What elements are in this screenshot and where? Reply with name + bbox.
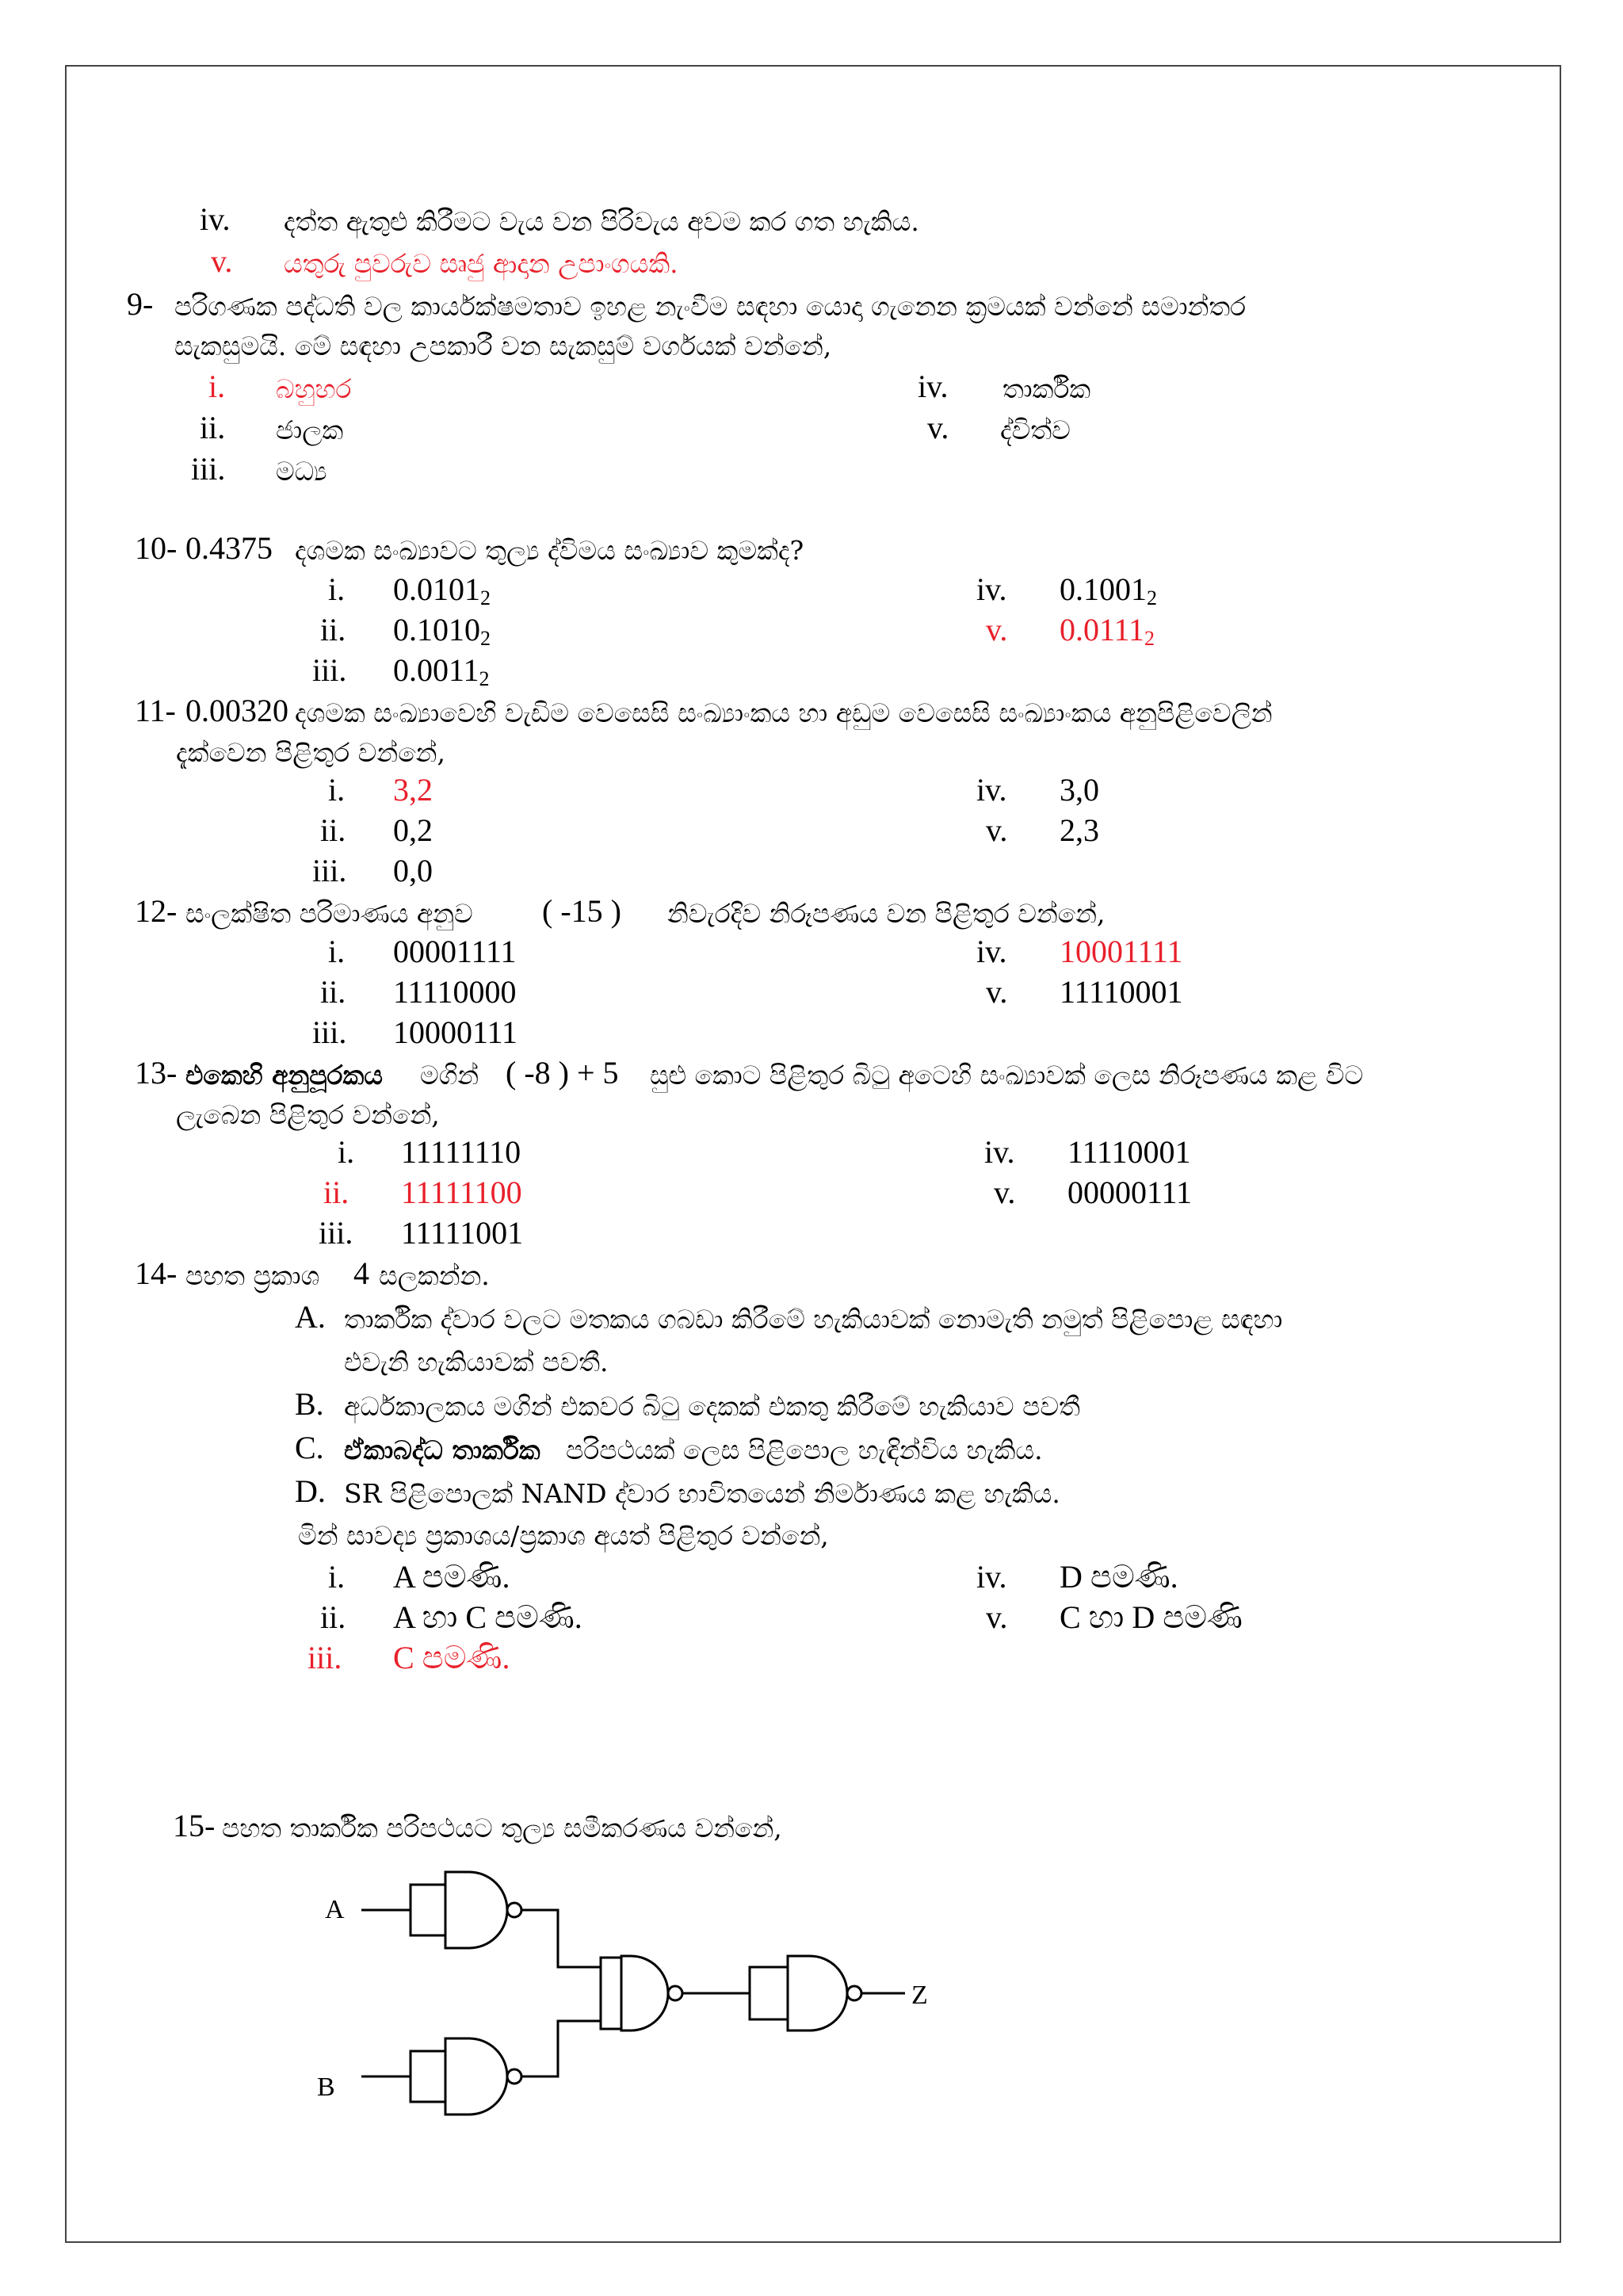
- option-num: v.: [927, 410, 949, 445]
- option-num: ii.: [320, 612, 346, 648]
- option-num: iv.: [984, 1134, 1015, 1170]
- option-text-correct: බහුහර: [276, 373, 352, 404]
- option-value-correct: 3,2: [393, 772, 433, 808]
- option-num: ii.: [320, 812, 346, 848]
- nand-gate-4: [750, 1956, 861, 2030]
- question-number: 15-: [173, 1808, 216, 1843]
- option-value: C හා D පමණි: [1060, 1599, 1243, 1635]
- option-value-correct: C පමණි.: [393, 1640, 510, 1675]
- option-num: iii.: [312, 652, 347, 688]
- option-value: 0,0: [393, 853, 433, 888]
- question-number: 13-: [135, 1055, 178, 1091]
- option-num-correct: i.: [208, 369, 226, 404]
- question-number: 12-: [135, 893, 178, 929]
- question-text: සලකන්න.: [379, 1260, 490, 1291]
- option-value: 10000111: [393, 1014, 518, 1050]
- question-text: දැක්වෙන පිළිතුර වන්නේ,: [176, 737, 445, 768]
- wire-g1-g3: [521, 1910, 601, 1967]
- statement-text-bold: ඒකාබද්ධ තාර්කික: [344, 1435, 540, 1465]
- question-text: සැකසුමයි. මේ සඳහා උපකාරී වන සැකසුම් වර්ගයක් වන්නේ,: [174, 330, 832, 361]
- option-num: i.: [338, 1134, 355, 1170]
- statement-letter: D.: [295, 1473, 326, 1509]
- option-value: 2,3: [1060, 812, 1099, 848]
- statement-text: SR පිළිපොලක් NAND ද්වාර භාවිතයෙන් නිර්මාණය කළ හැකිය.: [344, 1478, 1060, 1509]
- wire-g2-g3: [521, 2021, 601, 2076]
- option-text: ජාලක: [276, 415, 344, 445]
- option-num: iv.: [918, 369, 949, 404]
- option-num-correct: iii.: [307, 1640, 342, 1675]
- question-text: සංලක්ෂිත පරිමාණය අනුව: [185, 898, 473, 929]
- option-num: iv.: [200, 201, 231, 237]
- question-text: පහත තාර්කික පරිපථයට තුල්‍ය සමීකරණය වන්නේ,: [222, 1813, 782, 1843]
- question-text: සුළු කොට පිළිතුර බිටු අටෙහි සංඛ්‍යාවක් ලෙස නිරූපණය කළ විට: [650, 1060, 1364, 1091]
- option-value: $0.1010_2$: [393, 612, 491, 650]
- option-num: i.: [328, 571, 346, 607]
- option-text: ද්විත්ව: [1000, 415, 1071, 445]
- option-value: 0,2: [393, 812, 433, 848]
- question-value: ( -15 ): [542, 893, 621, 929]
- option-num: iii.: [191, 451, 226, 487]
- question-value: 0.00320: [185, 693, 288, 728]
- option-value: A හා C පමණි.: [393, 1599, 582, 1635]
- statement-letter: A.: [295, 1299, 326, 1335]
- statement-text: පරිපථයක් ලෙස පිළිපොල හැඳින්විය හැකිය.: [566, 1435, 1043, 1465]
- option-num: v.: [986, 812, 1008, 848]
- question-value: 4: [353, 1255, 369, 1291]
- option-value: 11111110: [401, 1134, 521, 1170]
- question-text: පහත ප්‍රකාශ: [185, 1260, 320, 1291]
- option-num: iii.: [312, 853, 347, 888]
- statement-letter: B.: [295, 1386, 324, 1422]
- nand-gate-2: [411, 2038, 521, 2115]
- nand-gate-3: [601, 1956, 682, 2030]
- option-value: 00000111: [1067, 1175, 1193, 1210]
- statement-text: එවැනි හැකියාවක් පවතී.: [344, 1347, 609, 1377]
- option-value-correct: 10001111: [1060, 934, 1183, 969]
- question-number: 10-: [135, 530, 178, 566]
- option-text-correct: යතුරු පුවරුව සෘජු ආදාන උපාංගයකි.: [284, 248, 678, 279]
- question-text: දශමක සංඛ්‍යාවෙහි වැඩිම වෙසෙසි සංඛ්‍යාංකය හා අඩුම වෙසෙසි සංඛ්‍යාංකය අනුපිළිවෙලින්: [295, 697, 1273, 728]
- statement-letter: C.: [295, 1430, 324, 1465]
- option-num-correct: ii.: [323, 1175, 349, 1210]
- question-text: නිවැරදිව නිරූපණය වන පිළිතුර වන්නේ,: [667, 898, 1106, 929]
- option-value: A පමණි.: [393, 1559, 510, 1595]
- option-num-correct: v.: [211, 243, 233, 279]
- option-value: 00001111: [393, 934, 517, 969]
- option-num: v.: [994, 1175, 1016, 1210]
- question-text: දශමක සංඛ්‍යාවට තුල්‍ය ද්විමය සංඛ්‍යාව කුමක්ද?: [295, 535, 804, 566]
- option-num: iii.: [312, 1014, 347, 1050]
- option-text: මධ්‍ය: [276, 456, 327, 487]
- option-value: 3,0: [1060, 772, 1099, 808]
- question-number: 9-: [127, 286, 154, 322]
- option-num: ii.: [200, 410, 226, 445]
- option-value: $0.0011_2$: [393, 652, 490, 690]
- option-value-correct: 11111100: [401, 1175, 522, 1210]
- option-value: D පමණි.: [1060, 1559, 1178, 1595]
- option-value: $0.0101_2$: [393, 571, 491, 609]
- option-num: ii.: [320, 974, 346, 1010]
- option-value: 11110001: [1067, 1134, 1191, 1170]
- option-num: iii.: [319, 1215, 353, 1251]
- option-num: i.: [328, 772, 346, 808]
- option-text: දත්ත ඇතුළු කිරීමට වැය වන පිරිවැය අවම කර ගත හැකිය.: [284, 206, 919, 237]
- option-num: iv.: [976, 1559, 1007, 1595]
- question-number: 11-: [135, 693, 176, 728]
- question-value: 0.4375: [185, 530, 273, 566]
- input-label-a: A: [325, 1895, 345, 1924]
- statement-text: අර්ධකාලකය මගින් එකවර බිටු දෙකක් එකතු කිරීමේ හැකියාව පවතී: [344, 1391, 1080, 1422]
- output-label-z: Z: [911, 1981, 928, 2010]
- question-text: පරිගණක පද්ධති වල කාර්යක්ෂමතාව ඉහළ නැංවීම සඳහා යොදා ගැනෙන ක්‍රමයක් වන්නේ සමාන්තර: [174, 291, 1247, 322]
- question-text: ලැබෙන පිළිතුර වන්නේ,: [176, 1099, 440, 1130]
- statement-text: තාර්කික ද්වාර වලට මතකය ගබඩා කිරීමේ හැකියාවක් නොමැති නමුත් පිළිපොළ සඳහා: [344, 1304, 1283, 1335]
- option-value: $0.1001_2$: [1060, 571, 1157, 609]
- option-num: i.: [328, 934, 346, 969]
- nand-gate-1: [411, 1872, 521, 1948]
- option-num: iv.: [976, 772, 1007, 808]
- question-text: මගින්: [420, 1060, 479, 1091]
- option-num: i.: [328, 1559, 346, 1595]
- option-num: v.: [986, 1599, 1008, 1635]
- question-prompt: මින් සාවද්‍ය ප්‍රකාශය/ප්‍රකාශ අයත් පිළිතුර වන්නේ,: [298, 1520, 829, 1551]
- option-num: v.: [986, 974, 1008, 1010]
- option-num: iv.: [976, 571, 1007, 607]
- option-num: ii.: [320, 1599, 346, 1635]
- option-text: තාර්කික: [1002, 373, 1091, 404]
- option-num: iv.: [976, 934, 1007, 969]
- question-number: 14-: [135, 1255, 178, 1291]
- option-value: 11110001: [1060, 974, 1183, 1010]
- option-value: 11111001: [401, 1215, 524, 1251]
- question-expression: ( -8 ) + 5: [506, 1055, 619, 1091]
- option-num-correct: v.: [986, 612, 1008, 648]
- question-text-bold: එකෙහි අනුපූරකය: [185, 1060, 383, 1091]
- option-value: 11110000: [393, 974, 517, 1010]
- option-value-correct: $0.0111_2$: [1060, 612, 1155, 650]
- input-label-b: B: [317, 2073, 335, 2102]
